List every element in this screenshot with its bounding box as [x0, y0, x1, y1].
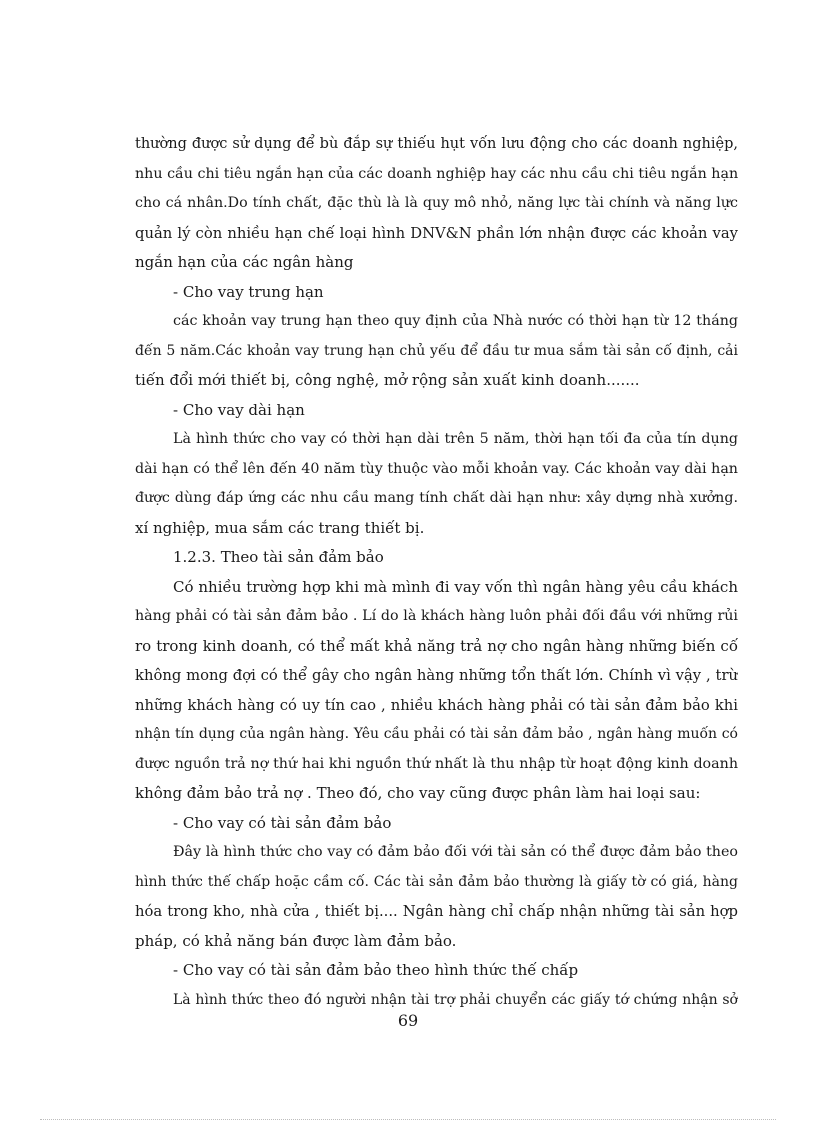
text-line: hàng phải có tài sản đảm bảo . Lí do là khách hàng luôn phải đối đầu với những rủi	[135, 608, 738, 624]
section-heading: 1.2.3. Theo tài sản đảm bảo	[173, 548, 384, 566]
page-bottom-divider	[40, 1119, 776, 1120]
section-heading: - Cho vay có tài sản đảm bảo theo hình thức thế chấp	[173, 961, 579, 979]
text-line: thường được sử dụng để bù đắp sự thiếu hụt vốn lưu động cho các doanh nghiệp,	[135, 136, 738, 152]
text-line: các khoản vay trung hạn theo quy định của Nhà nước có thời hạn từ 12 tháng	[173, 313, 738, 329]
text-line: hóa trong kho, nhà cửa , thiết bị.... Ngân hàng chỉ chấp nhận những tài sản hợp	[135, 903, 738, 920]
section-heading: - Cho vay có tài sản đảm bảo	[173, 813, 392, 832]
document-body	[135, 130, 738, 1015]
text-line: quản lý còn nhiều hạn chế loại hình DNV&N phần lớn nhận được các khoản vay	[135, 224, 738, 242]
text-line: được nguồn trả nợ thứ hai khi nguồn thứ nhất là thu nhập từ hoạt động kinh doanh	[135, 755, 738, 772]
text-line: tiến đổi mới thiết bị, công nghệ, mở rộng sản xuất kinh doanh.......	[135, 371, 640, 389]
text-line: Đây là hình thức cho vay có đảm bảo đối với tài sản có thể được đảm bảo theo	[173, 844, 738, 860]
text-line: nhu cầu chi tiêu ngắn hạn của các doanh nghiệp hay các nhu cầu chi tiêu ngắn hạn	[135, 165, 738, 182]
text-line: dài hạn có thể lên đến 40 năm tùy thuộc vào mỗi khoản vay. Các khoản vay dài hạn	[135, 460, 738, 477]
page-number: 69	[397, 1011, 419, 1030]
text-line: pháp, có khả năng bán được làm đảm bảo.	[135, 931, 457, 950]
text-line: Là hình thức theo đó người nhận tài trợ phải chuyển các giấy tớ chứng nhận sở	[173, 991, 738, 1008]
text-line: không mong đợi có thể gây cho ngân hàng những tổn thất lớn. Chính vì vậy , trừ	[135, 667, 738, 684]
text-line: những khách hàng có uy tín cao , nhiều khách hàng phải có tài sản đảm bảo khi	[135, 696, 738, 714]
section-heading: - Cho vay dài hạn	[173, 400, 305, 419]
text-line: hình thức thế chấp hoặc cầm cố. Các tài sản đảm bảo thường là giấy tờ có giá, hàng	[135, 873, 738, 890]
text-line: Là hình thức cho vay có thời hạn dài trên 5 năm, thời hạn tối đa của tín dụng	[173, 431, 738, 447]
text-line: cho cá nhân.Do tính chất, đặc thù là là quy mô nhỏ, năng lực tài chính và năng lực	[135, 195, 738, 211]
text-line: ro trong kinh doanh, có thể mất khả năng trả nợ cho ngân hàng những biến cố	[135, 636, 738, 655]
text-line: được dùng đáp ứng các nhu cầu mang tính chất dài hạn như: xây dựng nhà xưởng.	[135, 490, 738, 506]
text-line: xí nghiệp, mua sắm các trang thiết bị.	[135, 518, 425, 537]
text-line: Có nhiều trường hợp khi mà mình đi vay vốn thì ngân hàng yêu cầu khách	[173, 577, 738, 596]
text-line: không đảm bảo trả nợ . Theo đó, cho vay cũng được phân làm hai loại sau:	[135, 784, 701, 802]
text-line: nhận tín dụng của ngân hàng. Yêu cầu phải có tài sản đảm bảo , ngân hàng muốn có	[135, 726, 738, 742]
text-line: đến 5 năm.Các khoản vay trung hạn chủ yếu để đầu tư mua sắm tài sản cố định, cải	[135, 342, 738, 359]
text-line: ngắn hạn của các ngân hàng	[135, 253, 354, 271]
section-heading: - Cho vay trung hạn	[173, 282, 324, 301]
